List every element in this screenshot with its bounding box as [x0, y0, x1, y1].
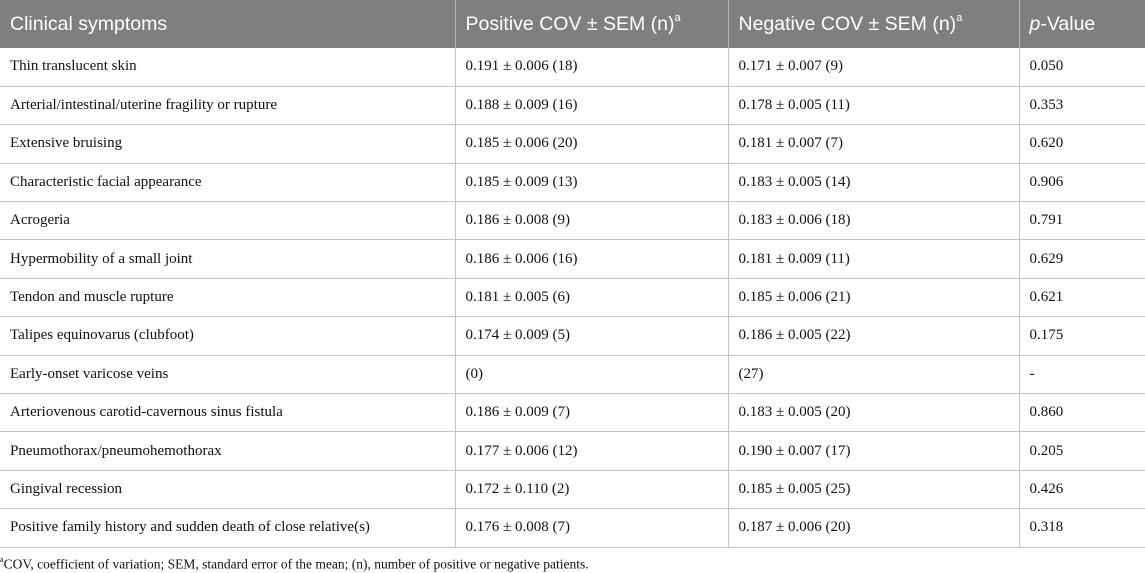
symptom-cell: Pneumothorax/pneumohemothorax: [0, 432, 455, 470]
positive-cov-cell: (0): [455, 355, 728, 393]
table-row: [0, 125, 1145, 163]
table-row: [0, 240, 1145, 278]
negative-cov-cell: 0.186 ± 0.005 (22): [728, 317, 1019, 355]
symptom-cell: Hypermobility of a small joint: [0, 240, 455, 278]
p-value-cell: -: [1019, 355, 1145, 393]
symptom-cell: Positive family history and sudden death of close relative(s): [0, 509, 455, 547]
header-positive-cov-footnote-marker: a: [674, 12, 681, 24]
symptom-cell: Early-onset varicose veins: [0, 355, 455, 393]
negative-cov-cell: 0.178 ± 0.005 (11): [728, 86, 1019, 124]
negative-cov-cell: 0.185 ± 0.006 (21): [728, 278, 1019, 316]
table-row: [0, 355, 1145, 393]
symptom-cell: Arterial/intestinal/uterine fragility or rupture: [0, 86, 455, 124]
negative-cov-cell: 0.181 ± 0.007 (7): [728, 125, 1019, 163]
header-positive-cov: [455, 0, 728, 48]
positive-cov-cell: 0.185 ± 0.009 (13): [455, 163, 728, 201]
header-p-value: [1019, 0, 1145, 48]
p-value-cell: 0.629: [1019, 240, 1145, 278]
symptom-cell: Characteristic facial appearance: [0, 163, 455, 201]
positive-cov-cell: 0.174 ± 0.009 (5): [455, 317, 728, 355]
table-header: [0, 0, 1145, 48]
table-row: [0, 317, 1145, 355]
p-value-cell: 0.426: [1019, 470, 1145, 508]
p-value-cell: 0.791: [1019, 202, 1145, 240]
p-value-cell: 0.621: [1019, 278, 1145, 316]
negative-cov-cell: 0.183 ± 0.006 (18): [728, 202, 1019, 240]
symptom-cell: Acrogeria: [0, 202, 455, 240]
positive-cov-cell: 0.186 ± 0.006 (16): [455, 240, 728, 278]
header-positive-cov-text: Positive COV ± SEM (n): [465, 12, 675, 35]
table-row: [0, 509, 1145, 547]
negative-cov-cell: 0.183 ± 0.005 (14): [728, 163, 1019, 201]
negative-cov-cell: 0.171 ± 0.007 (9): [728, 48, 1019, 86]
negative-cov-cell: 0.181 ± 0.009 (11): [728, 240, 1019, 278]
symptom-cell: Talipes equinovarus (clubfoot): [0, 317, 455, 355]
positive-cov-cell: 0.186 ± 0.009 (7): [455, 394, 728, 432]
p-value-cell: 0.050: [1019, 48, 1145, 86]
header-p-value-text: -Value: [1040, 12, 1096, 35]
header-clinical-symptoms: [0, 0, 455, 48]
symptom-cell: Tendon and muscle rupture: [0, 278, 455, 316]
table-row: [0, 202, 1145, 240]
negative-cov-cell: 0.183 ± 0.005 (20): [728, 394, 1019, 432]
header-clinical-symptoms-text: Clinical symptoms: [10, 12, 168, 35]
positive-cov-cell: 0.176 ± 0.008 (7): [455, 509, 728, 547]
positive-cov-cell: 0.181 ± 0.005 (6): [455, 278, 728, 316]
table-row: [0, 432, 1145, 470]
p-value-cell: 0.318: [1019, 509, 1145, 547]
positive-cov-cell: 0.177 ± 0.006 (12): [455, 432, 728, 470]
negative-cov-cell: 0.185 ± 0.005 (25): [728, 470, 1019, 508]
p-value-cell: 0.620: [1019, 125, 1145, 163]
p-value-cell: 0.906: [1019, 163, 1145, 201]
positive-cov-cell: 0.188 ± 0.009 (16): [455, 86, 728, 124]
header-negative-cov: [728, 0, 1019, 48]
positive-cov-cell: 0.172 ± 0.110 (2): [455, 470, 728, 508]
table-body: [0, 48, 1145, 547]
header-row: [0, 0, 1145, 48]
p-value-cell: 0.353: [1019, 86, 1145, 124]
positive-cov-cell: 0.186 ± 0.008 (9): [455, 202, 728, 240]
negative-cov-cell: 0.187 ± 0.006 (20): [728, 509, 1019, 547]
table-row: [0, 394, 1145, 432]
footnote-marker: a: [0, 555, 4, 564]
table-row: [0, 278, 1145, 316]
table-row: [0, 163, 1145, 201]
footnote-text: COV, coefficient of variation; SEM, standard error of the mean; (n), number of positive or negative patients.: [3, 556, 589, 572]
table-footnote: [0, 556, 589, 573]
positive-cov-cell: 0.185 ± 0.006 (20): [455, 125, 728, 163]
header-negative-cov-text: Negative COV ± SEM (n): [738, 12, 957, 35]
header-negative-cov-footnote-marker: a: [956, 12, 963, 24]
symptom-cell: Thin translucent skin: [0, 48, 455, 86]
positive-cov-cell: 0.191 ± 0.006 (18): [455, 48, 728, 86]
header-p-value-italic-p: p: [1029, 12, 1041, 35]
negative-cov-cell: (27): [728, 355, 1019, 393]
p-value-cell: 0.175: [1019, 317, 1145, 355]
table-row: [0, 470, 1145, 508]
p-value-cell: 0.860: [1019, 394, 1145, 432]
symptom-cell: Arteriovenous carotid-cavernous sinus fistula: [0, 394, 455, 432]
table-row: [0, 86, 1145, 124]
negative-cov-cell: 0.190 ± 0.007 (17): [728, 432, 1019, 470]
p-value-cell: 0.205: [1019, 432, 1145, 470]
symptom-cell: Gingival recession: [0, 470, 455, 508]
table-row: [0, 48, 1145, 86]
symptom-cell: Extensive bruising: [0, 125, 455, 163]
